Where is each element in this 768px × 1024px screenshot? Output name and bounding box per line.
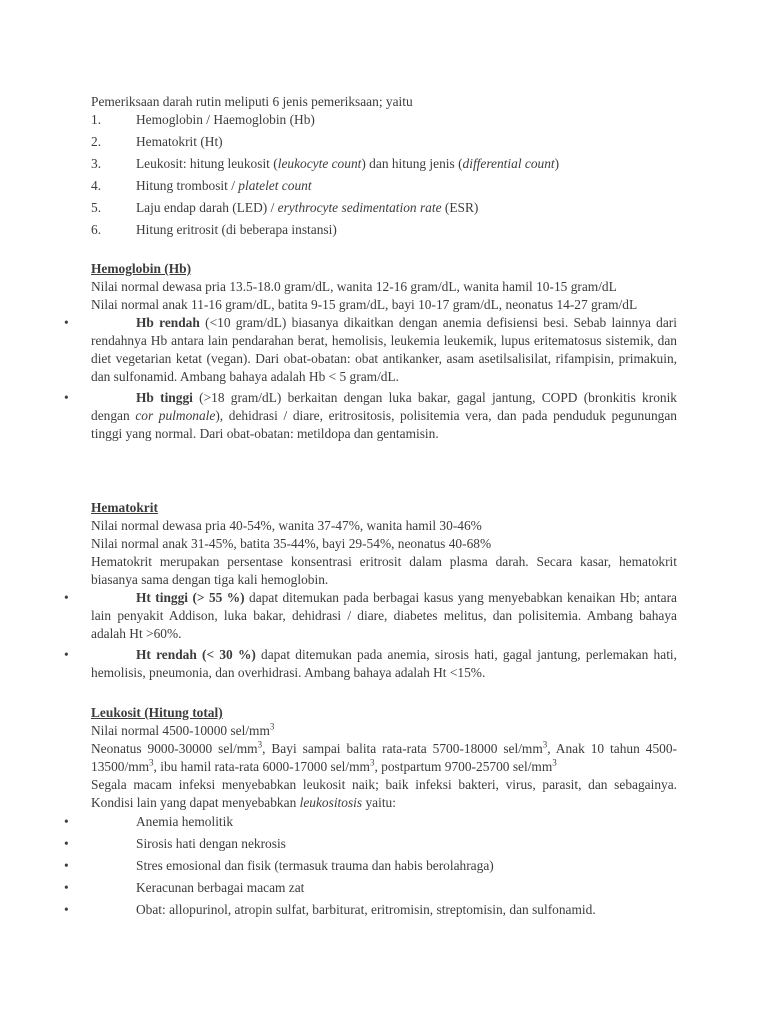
list-text: ) dan hitung jenis ( bbox=[361, 156, 463, 171]
hemoglobin-section bbox=[64, 260, 677, 443]
bullet-text: dapat ditemukan pada anemia, sirosis hati, gagal jantung, perlemakan hati, hemolisis, pneumonia, dan overhidrasi. Ambang bahaya adalah Ht <15%. bbox=[91, 647, 677, 680]
leukosit-section bbox=[91, 704, 677, 812]
list-item bbox=[91, 197, 677, 219]
normal-values-child: Nilai normal anak 11-16 gram/dL, batita 9-15 gram/dL, bayi 10-17 gram/dL, neonatus 14-27 gram/dL bbox=[91, 297, 638, 312]
list-item bbox=[64, 899, 677, 921]
normal-text: Nilai normal 4500-10000 sel/mm bbox=[91, 723, 270, 738]
hematokrit-section bbox=[64, 499, 677, 682]
list-number: 5. bbox=[91, 200, 102, 215]
normal-values-adult bbox=[91, 722, 677, 740]
bullet-text: (<10 gram/dL) biasanya dikaitkan dengan anemia defisiensi besi. Sebab lainnya dari rendahnya Hb antara lain pendarahan berat, hemolisis, leukemia leukemik, lupus eritematosus sistemik, dan diet vegetarian ketat (vegan). Dari obat-obatan: obat antikanker, asam asetilsalisilat, rifampisin, primakuin, dan sulfonamid. Ambang bahaya adalah Hb < 5 gram/dL. bbox=[91, 315, 677, 384]
superscript: 3 bbox=[269, 721, 275, 732]
bullet-item-hb-high bbox=[64, 389, 677, 443]
bullet-text: (>18 gram/dL) berkaitan dengan luka bakar, gagal jantung, COPD (bronkitis kronik dengan bbox=[91, 390, 677, 423]
list-text: Anemia hemolitik bbox=[136, 814, 234, 829]
list-item bbox=[64, 833, 677, 855]
section-heading: Hematokrit bbox=[91, 500, 158, 515]
normal-values-adult: Nilai normal dewasa pria 40-54%, wanita 37-47%, wanita hamil 30-46% bbox=[91, 518, 482, 533]
list-text-italic: erythrocyte sedimentation rate bbox=[277, 200, 442, 215]
list-item bbox=[91, 219, 677, 241]
section-heading: Leukosit (Hitung total) bbox=[91, 705, 223, 720]
list-number: 2. bbox=[91, 134, 102, 149]
superscript: 3 bbox=[149, 757, 154, 768]
list-item bbox=[91, 153, 677, 175]
list-number: 6. bbox=[91, 222, 102, 237]
bullet-icon: • bbox=[64, 814, 69, 829]
bullet-text-italic: cor pulmonale bbox=[135, 408, 216, 423]
list-text: Sirosis hati dengan nekrosis bbox=[136, 836, 286, 851]
bullet-icon: • bbox=[64, 647, 69, 662]
bullet-text: dapat ditemukan pada berbagai kasus yang menyebabkan kenaikan Hb; antara lain penyakit Addison, luka bakar, dehidrasi / diare, diabetes melitus, dan polisitemia. Ambang bahaya adalah Ht >60%. bbox=[91, 590, 677, 641]
bullet-icon: • bbox=[64, 390, 69, 405]
normal-text: , Bayi sampai balita rata-rata 5700-18000 sel/mm bbox=[262, 741, 543, 756]
superscript: 3 bbox=[257, 739, 263, 750]
list-number: 4. bbox=[91, 178, 102, 193]
bullet-icon: • bbox=[64, 590, 69, 605]
normal-text: , postpartum 9700-25700 sel/mm bbox=[374, 759, 553, 774]
list-text: Laju endap darah (LED) / bbox=[136, 200, 278, 215]
intro-text: Pemeriksaan darah rutin meliputi 6 jenis pemeriksaan; yaitu bbox=[91, 94, 413, 109]
superscript: 3 bbox=[369, 757, 375, 768]
list-text: Obat: allopurinol, atropin sulfat, barbiturat, eritromisin, streptomisin, dan sulfonamid. bbox=[136, 902, 596, 917]
description-text: Segala macam infeksi menyebabkan leukosit naik; baik infeksi bakteri, virus, parasit, dan sebagainya. Kondisi lain yang dapat menyebabkan bbox=[91, 777, 677, 810]
list-text: Hitung eritrosit (di beberapa instansi) bbox=[136, 222, 337, 237]
term-bold: Hb rendah bbox=[136, 315, 200, 330]
bullet-item-hb-low bbox=[64, 314, 677, 386]
list-number: 3. bbox=[91, 156, 102, 171]
bullet-item-ht-high bbox=[64, 589, 677, 643]
list-number: 1. bbox=[91, 112, 102, 127]
description-italic: leukositosis bbox=[299, 795, 363, 810]
bullet-icon: • bbox=[64, 858, 69, 873]
list-item bbox=[91, 109, 677, 131]
normal-text: , Anak 10 tahun 4500-13500/mm bbox=[91, 741, 677, 774]
normal-values-child: Nilai normal anak 31-45%, batita 35-44%, bayi 29-54%, neonatus 40-68% bbox=[91, 536, 492, 551]
bullet-icon: • bbox=[64, 880, 69, 895]
description-text: yaitu: bbox=[362, 795, 396, 810]
normal-values-adult: Nilai normal dewasa pria 13.5-18.0 gram/dL, wanita 12-16 gram/dL, wanita hamil 10-15 gram/dL bbox=[91, 279, 617, 294]
list-text: Hemoglobin / Haemoglobin (Hb) bbox=[136, 112, 315, 127]
hematokrit-description: Hematokrit merupakan persentase konsentrasi eritrosit dalam plasma darah. Secara kasar, hematokrit biasanya sama dengan tiga kali hemoglobin. bbox=[91, 554, 677, 587]
superscript: 3 bbox=[542, 739, 548, 750]
normal-text: , ibu hamil rata-rata 6000-17000 sel/mm bbox=[153, 759, 370, 774]
list-text: (ESR) bbox=[441, 200, 479, 215]
list-item bbox=[91, 131, 677, 153]
list-text-italic: differential count bbox=[462, 156, 555, 171]
list-text: Stres emosional dan fisik (termasuk trauma dan habis berolahraga) bbox=[136, 858, 494, 873]
list-item bbox=[64, 877, 677, 899]
bullet-text: ), dehidrasi / diare, eritrositosis, polisitemia vera, dan pada penduduk pegunungan tinggi yang normal. Dari obat-obatan: metildopa dan gentamisin. bbox=[91, 408, 677, 441]
list-text-italic: platelet count bbox=[238, 178, 312, 193]
bullet-icon: • bbox=[64, 836, 69, 851]
list-item bbox=[64, 855, 677, 877]
term-bold: Hb tinggi bbox=[136, 390, 193, 405]
exam-list bbox=[91, 109, 677, 241]
list-text: Keracunan berbagai macam zat bbox=[136, 880, 305, 895]
list-text-italic: leukocyte count bbox=[277, 156, 362, 171]
list-text: ) bbox=[554, 156, 560, 171]
list-item bbox=[91, 175, 677, 197]
bullet-item-ht-low bbox=[64, 646, 677, 682]
term-bold: Ht rendah (< 30 %) bbox=[136, 647, 256, 662]
bullet-icon: • bbox=[64, 902, 69, 917]
term-bold: Ht tinggi (> 55 %) bbox=[136, 590, 245, 605]
superscript: 3 bbox=[552, 757, 557, 768]
normal-text: Neonatus 9000-30000 sel/mm bbox=[91, 741, 258, 756]
section-heading: Hemoglobin (Hb) bbox=[91, 261, 192, 276]
list-text: Leukosit: hitung leukosit ( bbox=[136, 156, 278, 171]
leukositosis-list bbox=[64, 811, 677, 921]
leukosit-description bbox=[91, 776, 677, 812]
bullet-icon: • bbox=[64, 315, 69, 330]
list-item bbox=[64, 811, 677, 833]
list-text: Hitung trombosit / bbox=[136, 178, 239, 193]
list-text: Hematokrit (Ht) bbox=[136, 134, 223, 149]
normal-values-age-groups bbox=[91, 740, 677, 776]
